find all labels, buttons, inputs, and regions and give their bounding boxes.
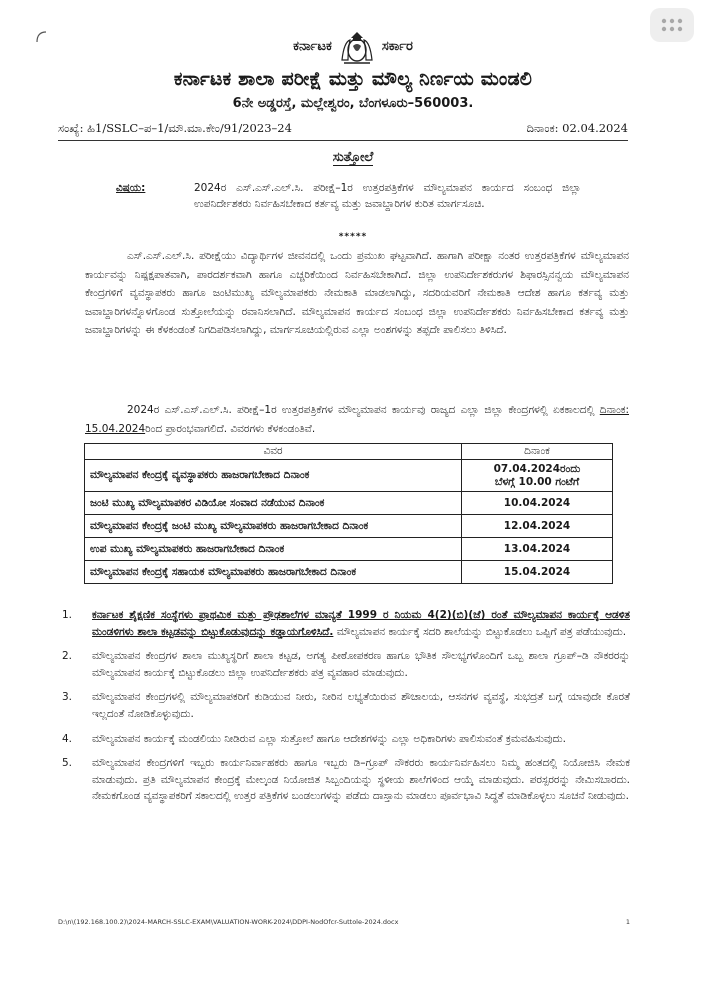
list-item: [62, 689, 630, 722]
row-detail: ಮೌಲ್ಯಮಾಪನ ಕೇಂದ್ರಕ್ಕೆ ಜಂಟಿ ಮುಖ್ಯ ಮೌಲ್ಯಮಾಪಕರು ಹಾಜರಾಗಬೇಕಾದ ದಿನಾಂಕ: [85, 515, 462, 538]
header-date: ದಿನಾಂಕ: [462, 444, 613, 460]
circular-title-text: ಸುತ್ತೋಲೆ: [332, 150, 374, 165]
table-row: [85, 492, 613, 515]
issue-date: ದಿನಾಂಕ: 02.04.2024: [526, 121, 628, 135]
schedule-intro-paragraph: [85, 401, 629, 439]
row-date: [462, 460, 613, 492]
file-path: D:\n\(192.168.100.2)\2024-MARCH-SSLC-EXAM\VALUATION-WORK-2024\DDPI-NodOfcr-Suttole-2024.docx: [58, 918, 399, 926]
header-detail: ವಿವರ: [85, 444, 462, 460]
separator-stars: *****: [338, 232, 368, 242]
row-date: 12.04.2024: [462, 515, 613, 538]
list-item: [62, 755, 630, 805]
table-row: [85, 460, 613, 492]
subject-text: 2024ರ ಎಸ್.ಎಸ್.ಎಲ್.ಸಿ. ಪರೀಕ್ಷೆ–1ರ ಉತ್ತರಪತ್ರಿಕೆಗಳ ಮೌಲ್ಯಮಾಪನ ಕಾರ್ಯದ ಸಂಬಂಧ ಜಿಲ್ಲಾ ಉಪನಿರ್ದೇಶಕರು ನಿರ್ವಹಿಸಬೇಕಾದ ಕರ್ತವ್ಯ ಮತ್ತು ಜವಾಬ್ದಾರಿಗಳ ಕುರಿತ ಮಾರ್ಗಸೂಚಿ.: [194, 182, 581, 210]
row-detail: ಜಂಟಿ ಮುಖ್ಯ ಮೌಲ್ಯಮಾಪಕರ ವಿಡಿಯೋ ಸಂವಾದ ನಡೆಯುವ ದಿನಾಂಕ: [85, 492, 462, 515]
schedule-start-date: ದಿನಾಂಕ: 15.04.2024: [85, 404, 629, 435]
row-detail: ಮೌಲ್ಯಮಾಪನ ಕೇಂದ್ರಕ್ಕೆ ಸಹಾಯಕ ಮೌಲ್ಯಮಾಪಕರು ಹಾಜರಾಗಬೇಕಾದ ದಿನಾಂಕ: [85, 561, 462, 584]
point-text: ಮೌಲ್ಯಮಾಪನ ಕೇಂದ್ರಗಳ ಶಾಲಾ ಮುಖ್ಯಸ್ಥರಿಗೆ ಶಾಲಾ ಕಟ್ಟಡ, ಅಗತ್ಯ ಪೀಠೋಪಕರಣ ಹಾಗೂ ಭೌತಿಕ ಸೌಲಭ್ಯಗಳೊಂದಿಗೆ ಒಬ್ಬ ಶಾಲಾ ಗ್ರೂಪ್–ಡಿ ನೌಕರರನ್ನು ಮೌಲ್ಯಮಾಪನ ಕಾರ್ಯಕ್ಕೆ ಬಿಟ್ಟುಕೊಡಲು ಜಿಲ್ಲಾ ಉಪನಿರ್ದೇಶಕರು ಪತ್ರ ವ್ಯವಹಾರ ಮಾಡುವುದು.: [92, 650, 630, 679]
row-date: 13.04.2024: [462, 538, 613, 561]
schedule-intro-after: ರಿಂದ ಪ್ರಾರಂಭವಾಗಲಿದೆ. ವಿವರಗಳು ಕೆಳಕಂಡಂತಿವೆ.: [145, 423, 316, 435]
point-text: ಮೌಲ್ಯಮಾಪನ ಕೇಂದ್ರಗಳಿಗೆ ಇಬ್ಬರು ಕಾರ್ಯನಿರ್ವಾಹಕರು ಹಾಗೂ ಇಬ್ಬರು ಡಿ–ಗ್ರೂಪ್ ನೌಕರರು ಕಾರ್ಯನಿರ್ವಹಿಸಲು ನಿಮ್ಮ ಹಂತದಲ್ಲಿ ನಿಯೋಜಿಸಿ ನೇಮಕ ಮಾಡುವುದು. ಪ್ರತಿ ಮೌಲ್ಯಮಾಪನ ಕೇಂದ್ರಕ್ಕೆ ಮೇಲ್ಕಂಡ ನಿಯೋಜಿತ ಸಿಬ್ಬಂದಿಯನ್ನು ಸ್ಥಳೀಯ ಶಾಲೆಗಳಿಂದ ಆಯ್ಕೆ ಮಾಡುವುದು. ಪರಸ್ಪರರನ್ನು ನೇಮಿಸಬಾರದು. ನೇಮಕಗೊಂಡ ವ್ಯವಸ್ಥಾಪಕರಿಗೆ ಸಕಾಲದಲ್ಲಿ ಉತ್ತರ ಪತ್ರಿಕೆಗಳ ಬಂಡಲುಗಳನ್ನು ಪಡೆದು ದಾಸ್ತಾನು ಮಾಡಲು ಪೂರ್ವಭಾವಿ ಸಿದ್ಧತೆ ಮಾಡಿಕೊಳ್ಳಲು ಸೂಚನೆ ನೀಡುವುದು.: [92, 757, 630, 803]
schedule-intro-before: 2024ರ ಎಸ್.ಎಸ್.ಎಲ್.ಸಿ. ಪರೀಕ್ಷೆ–1ರ ಉತ್ತರಪತ್ರಿಕೆಗಳ ಮೌಲ್ಯಮಾಪನ ಕಾರ್ಯವು ರಾಜ್ಯದ ಎಲ್ಲಾ ಜಿಲ್ಲಾ ಕೇಂದ್ರಗಳಲ್ಲಿ ಏಕಕಾಲದಲ್ಲಿ: [127, 404, 600, 416]
list-item: [62, 648, 630, 681]
row-date-line1: 07.04.2024ರಂದು: [493, 462, 581, 475]
table-row: [85, 515, 613, 538]
gov-left-text: ಕರ್ನಾಟಕ: [293, 38, 332, 54]
table-row: [85, 538, 613, 561]
schedule-table: [84, 443, 613, 584]
row-date-line2: ಬೆಳಗ್ಗೆ 10.00 ಗಂಟೆಗೆ: [494, 475, 580, 488]
point-bold-text: ಕರ್ನಾಟಕ ಶೈಕ್ಷಣಿಕ ಸಂಸ್ಥೆಗಳು ಪ್ರಾಥಮಿಕ ಮತ್ತು ಪ್ರೌಢಶಾಲೆಗಳ ಮಾನ್ಯತೆ 1999 ರ ನಿಯಮ 4(2)(ಬಿ)(ಜೆ) ರಂತೆ ಮೌಲ್ಯಮಾಪನ ಕಾರ್ಯಕ್ಕೆ ಆಡಳಿತ ಮಂಡಳಿಗಳು ಶಾಲಾ ಕಟ್ಟಡವನ್ನು ಬಿಟ್ಟುಕೊಡುವುದನ್ನು ಕಡ್ಡಾಯಗೊಳಿಸಿದೆ.: [92, 609, 630, 638]
reference-row: [58, 121, 628, 137]
gov-right-text: ಸರ್ಕಾರ: [381, 38, 413, 54]
table-header-row: [85, 444, 613, 460]
table-row: [85, 561, 613, 584]
point-number: 2.: [62, 650, 73, 663]
point-number: 4.: [62, 732, 73, 745]
subject-label: ವಿಷಯ:: [116, 182, 146, 194]
board-address: 6ನೇ ಅಡ್ಡರಸ್ತೆ, ಮಲ್ಲೇಶ್ವರಂ, ಬೆಂಗಳೂರು–560003.: [232, 96, 474, 111]
intro-paragraph-text: ಎಸ್.ಎಸ್.ಎಲ್.ಸಿ. ಪರೀಕ್ಷೆಯು ವಿದ್ಯಾರ್ಥಿಗಳ ಜೀವನದಲ್ಲಿ ಒಂದು ಪ್ರಮುಖ ಘಟ್ಟವಾಗಿದೆ. ಹಾಗಾಗಿ ಪರೀಕ್ಷಾ ನಂತರ ಉತ್ತರಪತ್ರಿಕೆಗಳ ಮೌಲ್ಯಮಾಪನ ಕಾರ್ಯವನ್ನು ನಿಷ್ಪಕ್ಷಪಾತವಾಗಿ, ಪಾರದರ್ಶಕವಾಗಿ ಹಾಗೂ ಎಚ್ಚರಿಕೆಯಿಂದ ನಿರ್ವಹಿಸಬೇಕಾಗಿದೆ. ಜಿಲ್ಲಾ ಉಪನಿರ್ದೇಶಕರುಗಳ ಶಿಫಾರಸ್ಸಿನನ್ವಯ ಮೌಲ್ಯಮಾಪನ ಕೇಂದ್ರಗಳಿಗೆ ವ್ಯವಸ್ಥಾಪಕರು ಹಾಗೂ ಜಂಟಿಮುಖ್ಯ ಮೌಲ್ಯಮಾಪಕರು ನೇಮಕಾತಿ ಮಾಡಲಾಗಿದ್ದು, ಸದರಿಯವರಿಗೆ ನೇಮಕಾತಿ ಆದೇಶ ಹಾಗೂ ಕರ್ತವ್ಯ ಮತ್ತು ಜವಾಬ್ದಾರಿಗಳನ್ನೊಳಗೊಂಡ ಸುತ್ತೋಲೆಯನ್ನು ರವಾನಿಸಲಾಗಿದೆ. ಮೌಲ್ಯಮಾಪನ ಕಾರ್ಯದ ಸಂಬಂಧ ಜಿಲ್ಲಾ ಉಪನಿರ್ದೇಶಕರು ನಿರ್ವಹಿಸಬೇಕಾದ ಕರ್ತವ್ಯ ಮತ್ತು ಜವಾಬ್ದಾರಿಗಳನ್ನು ಈ ಕೆಳಕಂಡಂತೆ ನಿಗದಿಪಡಿಸಲಾಗಿದ್ದು, ಮಾರ್ಗಸೂಚಿಯಲ್ಲಿರುವ ಎಲ್ಲಾ ಅಂಶಗಳನ್ನು ತಪ್ಪದೇ ಪಾಲಿಸಲು ತಿಳಿಸಿದೆ.: [85, 250, 629, 337]
row-detail: ಉಪ ಮುಖ್ಯ ಮೌಲ್ಯಮಾಪಕರು ಹಾಜರಾಗಬೇಕಾದ ದಿನಾಂಕ: [85, 538, 462, 561]
government-line: [0, 26, 706, 66]
page-number: 1: [625, 918, 630, 926]
list-item: [62, 607, 630, 640]
reference-number: ಸಂಖ್ಯೆ: ಹಿ1/SSLC–ಪ–1/ಮೌ.ಮಾ.ಕೇಂ/91/2023–24: [58, 121, 292, 135]
circular-title: [0, 150, 706, 165]
point-number: 3.: [62, 691, 73, 704]
list-item: [62, 731, 630, 748]
row-detail: ಮೌಲ್ಯಮಾಪನ ಕೇಂದ್ರಕ್ಕೆ ವ್ಯವಸ್ಥಾಪಕರು ಹಾಜರಾಗಬೇಕಾದ ದಿನಾಂಕ: [85, 460, 462, 492]
row-date: 10.04.2024: [462, 492, 613, 515]
board-name: ಕರ್ನಾಟಕ ಶಾಲಾ ಪರೀಕ್ಷೆ ಮತ್ತು ಮೌಲ್ಯ ನಿರ್ಣಯ ಮಂಡಲಿ: [173, 68, 533, 90]
karnataka-emblem-icon: [336, 26, 378, 66]
subject-block: [116, 180, 581, 212]
header-divider: [58, 140, 628, 141]
document-footer: [58, 918, 630, 930]
letterhead: [0, 26, 706, 111]
point-number: 5.: [62, 757, 73, 770]
point-text: ಮೌಲ್ಯಮಾಪನ ಕೇಂದ್ರಗಳಲ್ಲಿ ಮೌಲ್ಯಮಾಪಕರಿಗೆ ಕುಡಿಯುವ ನೀರು, ನೀರಿನ ಲಭ್ಯತೆಯಿರುವ ಶೌಚಾಲಯ, ಆಸನಗಳ ವ್ಯವಸ್ಥೆ, ಸುಭದ್ರತೆ ಬಗ್ಗೆ ಯಾವುದೇ ಕೊರತೆ ಇಲ್ಲದಂತೆ ನೋಡಿಕೊಳ್ಳುವುದು.: [92, 691, 630, 720]
point-number: 1.: [62, 609, 73, 621]
point-text: ಮೌಲ್ಯಮಾಪನ ಕಾರ್ಯಕ್ಕೆ ಮಂಡಲಿಯು ನೀಡಿರುವ ಎಲ್ಲಾ ಸುತ್ತೋಲೆ ಹಾಗೂ ಆದೇಶಗಳನ್ನು ಎಲ್ಲಾ ಅಧಿಕಾರಿಗಳು ಪಾಲಿಸುವಂತೆ ಕ್ರಮವಹಿಸುವುದು.: [92, 732, 566, 745]
intro-paragraph: [85, 247, 629, 340]
point-text: ಮೌಲ್ಯಮಾಪನ ಕಾರ್ಯಕ್ಕೆ ಸದರಿ ಶಾಲೆಯನ್ನು ಬಿಟ್ಟುಕೊಡಲು ಒಪ್ಪಿಗೆ ಪತ್ರ ಪಡೆಯುವುದು.: [333, 625, 627, 638]
row-date: 15.04.2024: [462, 561, 613, 584]
guideline-points: [62, 607, 630, 813]
